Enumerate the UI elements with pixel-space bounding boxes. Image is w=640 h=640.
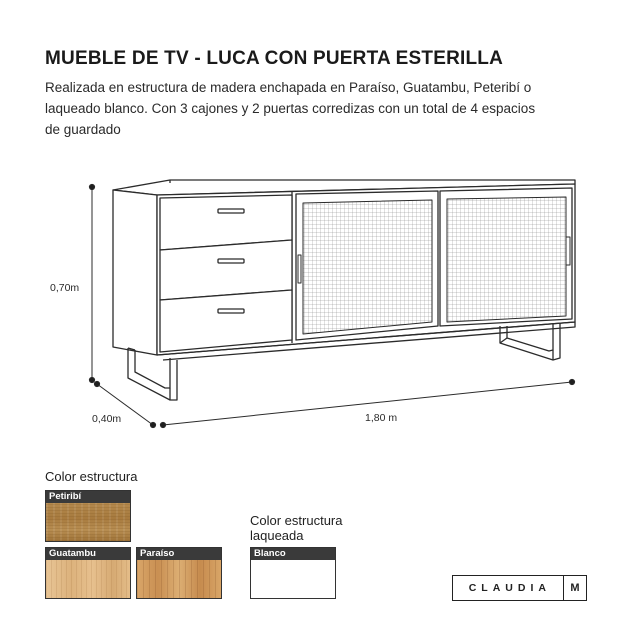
swatch-label: Guatambu	[46, 548, 130, 560]
lacquered-title-line: Color estructura	[250, 513, 343, 528]
depth-label: 0,40m	[92, 413, 122, 425]
description-line: Realizada en estructura de madera enchapada en Paraíso, Guatambu, Peteribí o	[45, 80, 532, 95]
color-structure-title: Color estructura	[45, 469, 138, 484]
wood-texture	[137, 560, 221, 598]
swatch-petiribi	[45, 490, 131, 542]
page-title: MUEBLE DE TV - LUCA CON PUERTA ESTERILLA	[45, 48, 504, 69]
description-line: laqueado blanco. Con 3 cajones y 2 puertas corredizas con un total de 4 espacios	[45, 101, 536, 116]
swatch-paraiso	[136, 547, 222, 599]
lacquered-title-line: laqueada	[250, 528, 304, 543]
lacquered-title	[250, 513, 342, 543]
cane-panel-right	[447, 197, 566, 322]
drawer-handle	[218, 209, 244, 213]
drawer-handle	[218, 309, 244, 313]
brand-name: CLAUDIA	[468, 582, 551, 594]
cane-panel-left	[303, 200, 432, 334]
brand-logo	[452, 575, 587, 601]
wood-texture	[46, 503, 130, 541]
white-finish	[251, 560, 335, 598]
swatch-label: Paraíso	[137, 548, 221, 560]
cabinet-left-side	[113, 190, 157, 355]
swatch-guatambu	[45, 547, 131, 599]
drawer-handle	[218, 259, 244, 263]
width-label: 1,80 m	[365, 412, 398, 424]
wood-texture	[46, 560, 130, 598]
swatch-blanco	[250, 547, 336, 599]
description-line: de guardado	[45, 122, 121, 137]
height-label: 0,70m	[50, 282, 80, 294]
swatch-label: Blanco	[251, 548, 335, 560]
door-handle	[566, 237, 570, 265]
brand-mark: M	[570, 582, 580, 594]
swatch-label: Petiribí	[46, 491, 130, 503]
door-handle	[298, 255, 301, 283]
